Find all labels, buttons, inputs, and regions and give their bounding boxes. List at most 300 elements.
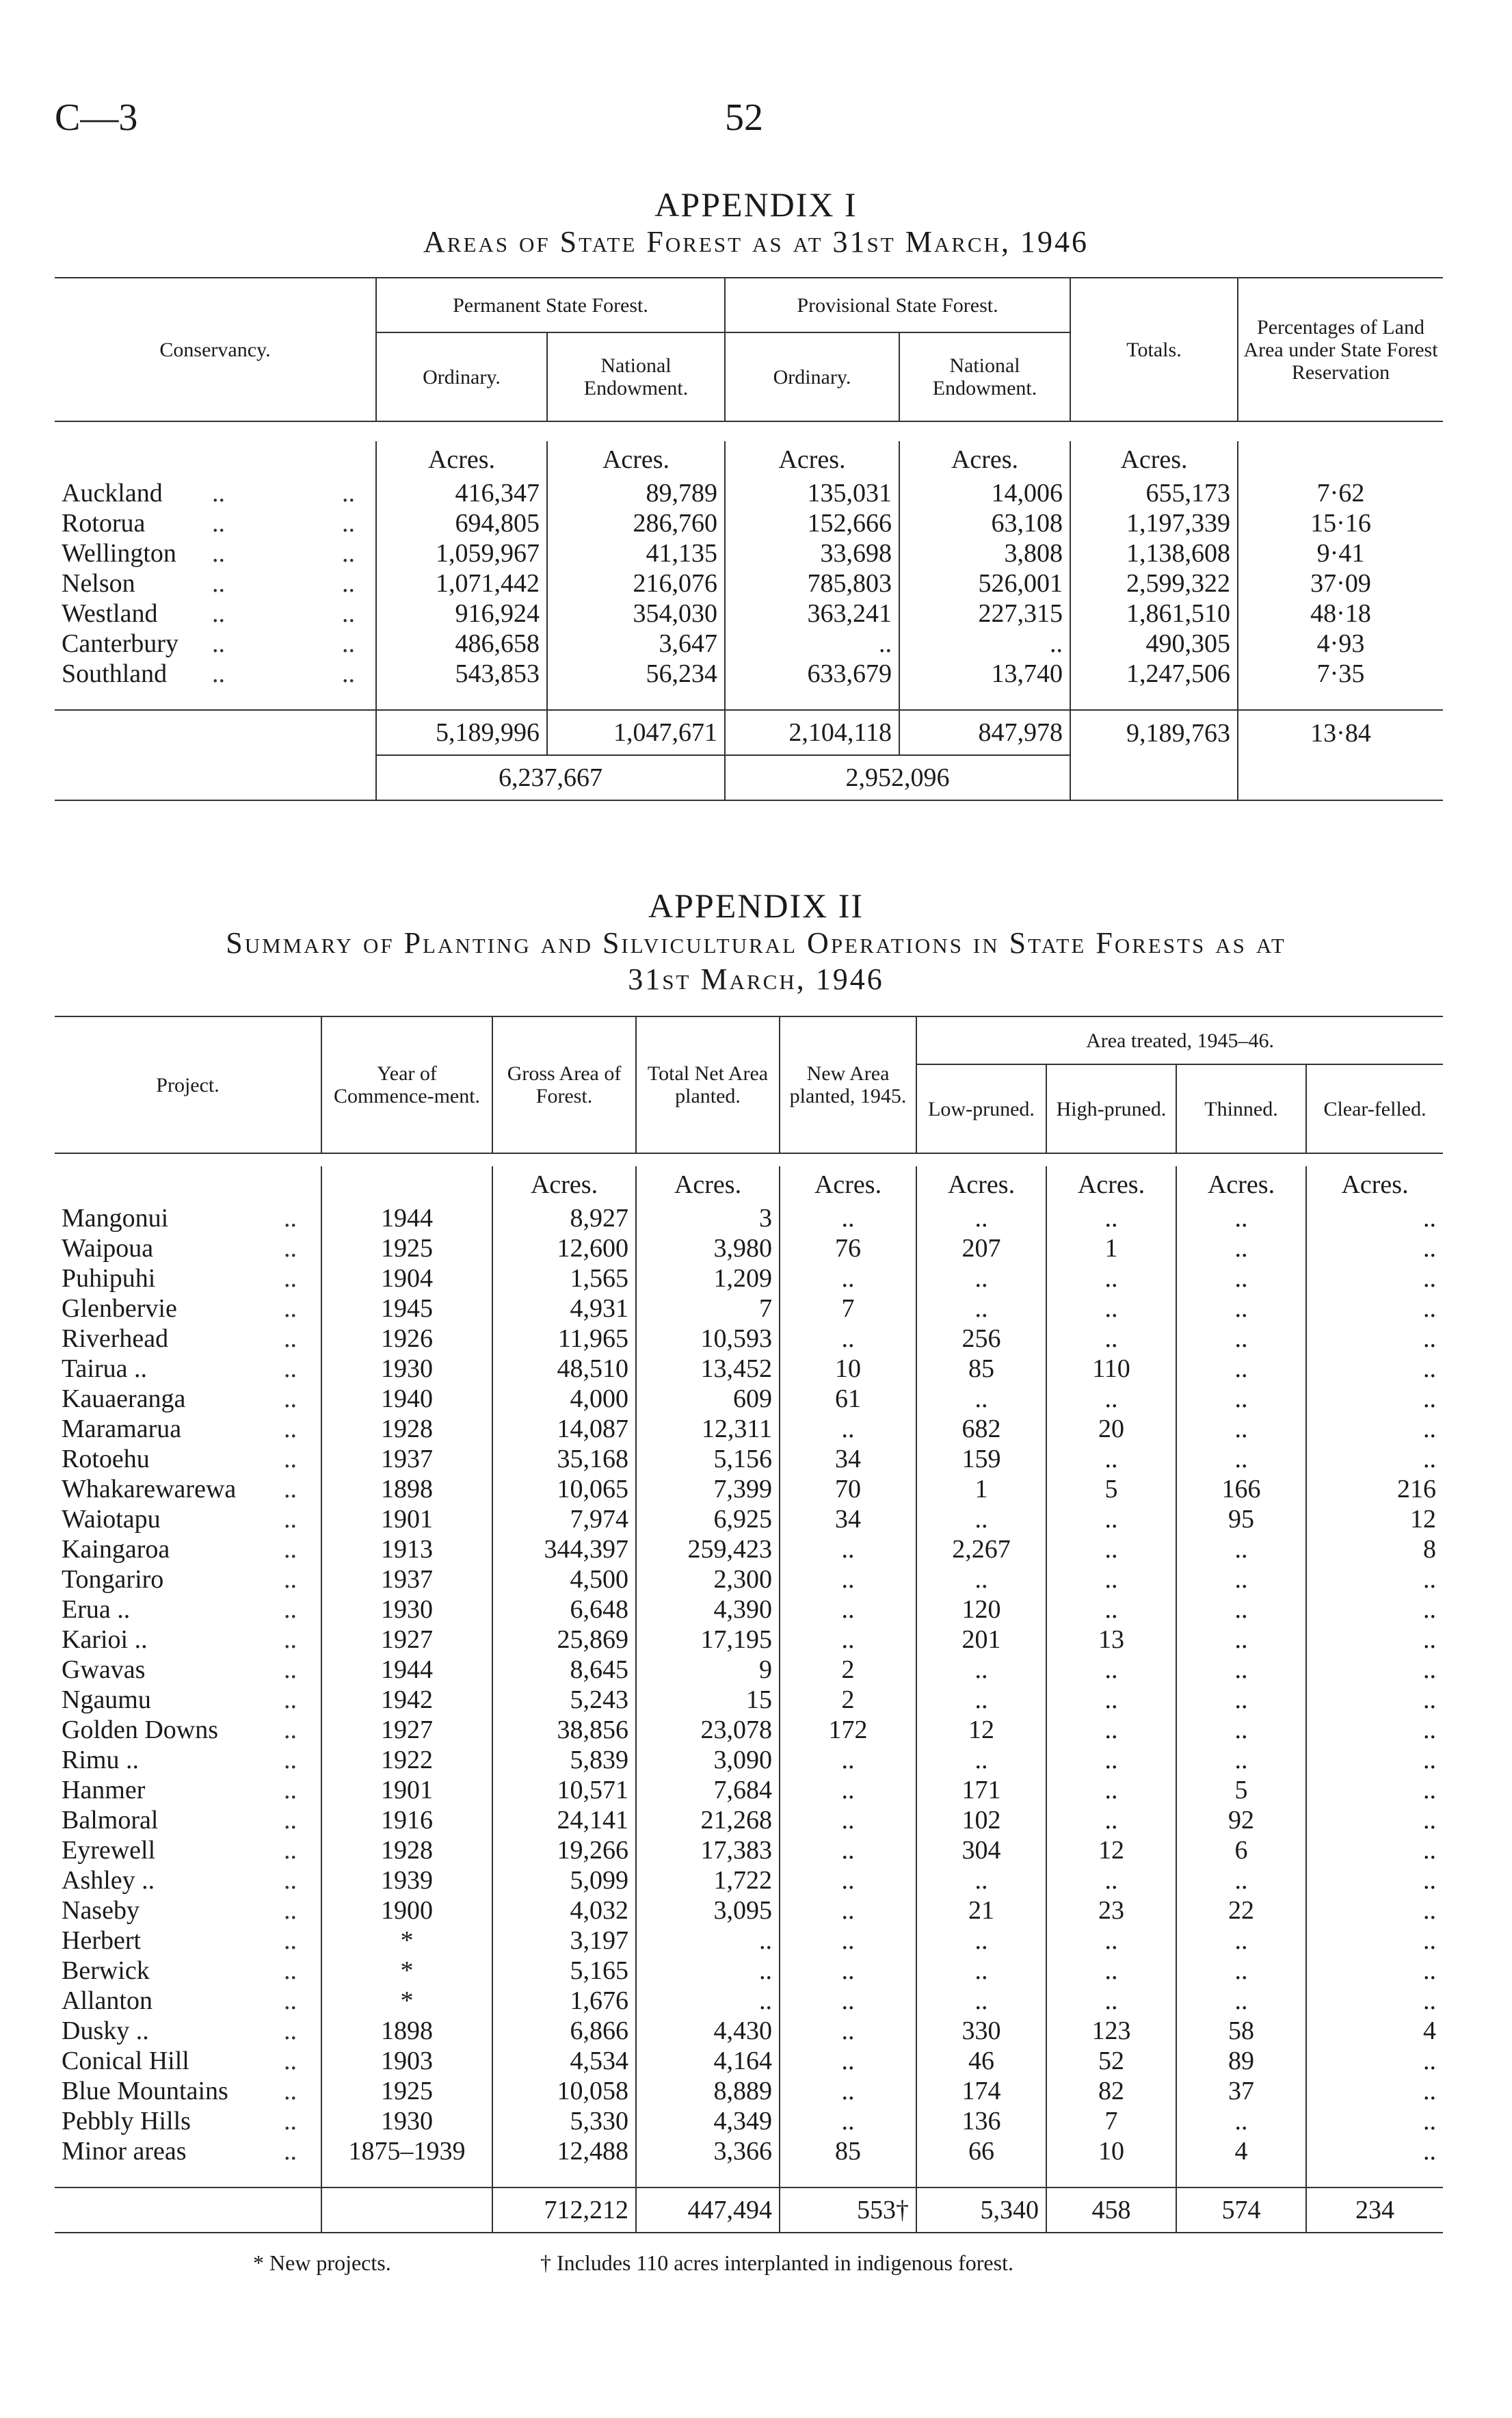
appendix1-title: APPENDIX I (654, 185, 858, 224)
value-cell: .. (780, 1926, 916, 1956)
project-row (55, 1384, 1443, 1414)
value-cell: 13,740 (899, 659, 1070, 689)
conservancy-row (55, 508, 1443, 538)
value-cell: 363,241 (725, 599, 899, 629)
conservancy-row (55, 629, 1443, 659)
project-name: Erua .. (62, 1595, 131, 1624)
value-cell: 166 (1176, 1474, 1306, 1504)
leader-dots: .. (284, 1384, 297, 1413)
value-cell: 286,760 (547, 508, 725, 538)
value-cell: 12 (916, 1715, 1046, 1745)
value-cell: 174 (916, 2076, 1046, 2106)
year-cell: 1926 (321, 1324, 492, 1354)
leader-dots: .. (284, 1655, 297, 1684)
appendix1-totals-row (55, 710, 1443, 755)
value-cell: 48,510 (492, 1354, 636, 1384)
project-name: Rimu .. (62, 1746, 139, 1774)
value-cell: .. (1176, 1865, 1306, 1895)
value-cell: 3 (636, 1203, 780, 1233)
unit-label: Acres. (916, 1166, 1046, 1203)
value-cell: .. (1046, 1324, 1176, 1354)
total-value: 712,212 (492, 2187, 636, 2233)
value-cell: 4,032 (492, 1895, 636, 1926)
gross-area-header: Gross Area of Forest. (492, 1016, 636, 1153)
leader-dots: .. (212, 479, 225, 508)
project-name: Minor areas (62, 2137, 187, 2166)
value-cell: .. (780, 1805, 916, 1835)
value-cell: .. (1306, 1986, 1443, 2016)
project-row (55, 1414, 1443, 1444)
project-row (55, 1233, 1443, 1263)
value-cell: 416,347 (376, 478, 547, 508)
appendix1-subtitle: Areas of State Forest as at 31st March, 1946 (423, 225, 1089, 259)
unit-label: Acres. (725, 441, 899, 478)
value-cell: 136 (916, 2106, 1046, 2136)
value-cell: 12 (1046, 1835, 1176, 1865)
value-cell: 21,268 (636, 1805, 780, 1835)
value-cell: .. (780, 1986, 916, 2016)
value-cell: .. (1306, 1203, 1443, 1233)
value-cell: .. (916, 1504, 1046, 1534)
value-cell: .. (1176, 1384, 1306, 1414)
project-name: Waipoua (62, 1234, 154, 1263)
value-cell: .. (916, 1263, 1046, 1293)
leader-dots: .. (284, 1535, 297, 1564)
value-cell: .. (1306, 1895, 1443, 1926)
value-cell: 13,452 (636, 1354, 780, 1384)
value-cell: 23 (1046, 1895, 1176, 1926)
project-name: Herbert (62, 1926, 142, 1955)
value-cell: .. (1306, 1293, 1443, 1324)
value-cell: 17,195 (636, 1625, 780, 1655)
value-cell: .. (1046, 1865, 1176, 1895)
leader-dots: .. (284, 1354, 297, 1383)
value-cell: 11,965 (492, 1324, 636, 1354)
value-cell: .. (1176, 1956, 1306, 1986)
year-cell: 1927 (321, 1715, 492, 1745)
permanent-combined-total: 6,237,667 (376, 755, 725, 800)
value-cell: 2 (780, 1685, 916, 1715)
value-cell: 102 (916, 1805, 1046, 1835)
value-cell: .. (916, 1203, 1046, 1233)
project-row (55, 1354, 1443, 1384)
unit-label: Acres. (376, 441, 547, 478)
project-row (55, 1293, 1443, 1324)
value-cell: .. (1176, 1685, 1306, 1715)
year-cell: * (321, 1986, 492, 2016)
value-cell: .. (916, 1956, 1046, 1986)
leader-dots: .. (284, 1595, 297, 1624)
project-name: Mangonui (62, 1204, 169, 1233)
value-cell: .. (1046, 1444, 1176, 1474)
value-cell: 490,305 (1070, 629, 1238, 659)
leader-dots: .. (284, 2016, 297, 2045)
page-number: 52 (725, 96, 763, 139)
total-value: 553† (780, 2187, 916, 2233)
year-cell: 1944 (321, 1655, 492, 1685)
leader-dots: .. (284, 2107, 297, 2136)
value-cell: 10,058 (492, 2076, 636, 2106)
value-cell: 3,647 (547, 629, 725, 659)
value-cell: .. (1306, 1655, 1443, 1685)
project-name: Rotoehu (62, 1445, 150, 1473)
total-value: 5,189,996 (376, 710, 547, 755)
leader-dots: .. (212, 659, 225, 688)
conservancy-name: Southland (62, 659, 168, 688)
project-name: Ngaumu (62, 1685, 151, 1714)
conservancy-cell (55, 629, 376, 659)
project-row (55, 1745, 1443, 1775)
project-name: Balmoral (62, 1806, 159, 1835)
year-cell: 1930 (321, 1594, 492, 1625)
value-cell: .. (916, 1384, 1046, 1414)
value-cell: 2,267 (916, 1534, 1046, 1564)
perm-national-header: National Endowment. (547, 332, 725, 421)
leader-dots: .. (342, 599, 355, 628)
value-cell: .. (1176, 1986, 1306, 2016)
project-row (55, 1534, 1443, 1564)
value-cell: .. (1176, 1444, 1306, 1474)
value-cell: .. (725, 629, 899, 659)
value-cell: 4·93 (1238, 629, 1443, 659)
project-row (55, 1263, 1443, 1293)
value-cell: .. (1046, 1805, 1176, 1835)
year-cell: 1930 (321, 2106, 492, 2136)
year-cell: 1939 (321, 1865, 492, 1895)
value-cell: .. (780, 1835, 916, 1865)
value-cell: 207 (916, 1233, 1046, 1263)
value-cell: 92 (1176, 1805, 1306, 1835)
value-cell: 20 (1046, 1414, 1176, 1444)
project-name: Blue Mountains (62, 2077, 228, 2105)
value-cell: 3,808 (899, 538, 1070, 568)
value-cell: .. (1306, 2076, 1443, 2106)
value-cell: 216 (1306, 1474, 1443, 1504)
value-cell: 227,315 (899, 599, 1070, 629)
conservancy-cell (55, 478, 376, 508)
leader-dots: .. (284, 1776, 297, 1804)
value-cell: .. (1176, 1594, 1306, 1625)
total-value: 13·84 (1238, 710, 1443, 755)
value-cell: 171 (916, 1775, 1046, 1805)
value-cell: 4,164 (636, 2046, 780, 2076)
value-cell: 10,593 (636, 1324, 780, 1354)
value-cell: .. (1306, 1233, 1443, 1263)
conservancy-row (55, 599, 1443, 629)
value-cell: .. (916, 1865, 1046, 1895)
value-cell: 1,861,510 (1070, 599, 1238, 629)
leader-dots: .. (342, 569, 355, 598)
value-cell: 123 (1046, 2016, 1176, 2046)
value-cell: 15 (636, 1685, 780, 1715)
value-cell: 682 (916, 1414, 1046, 1444)
value-cell: .. (1046, 1594, 1176, 1625)
project-name: Puhipuhi (62, 1264, 156, 1293)
value-cell: .. (1046, 1534, 1176, 1564)
value-cell: 6,648 (492, 1594, 636, 1625)
unit-label: Acres. (1306, 1166, 1443, 1203)
conservancy-row (55, 538, 1443, 568)
year-cell: 1942 (321, 1685, 492, 1715)
leader-dots: .. (284, 1806, 297, 1835)
value-cell: 6,925 (636, 1504, 780, 1534)
value-cell: 4 (1176, 2136, 1306, 2166)
value-cell: 4,000 (492, 1384, 636, 1414)
value-cell: .. (1176, 1564, 1306, 1594)
project-name: Waiotapu (62, 1505, 161, 1534)
value-cell: 216,076 (547, 568, 725, 599)
value-cell: .. (780, 2106, 916, 2136)
value-cell: 89,789 (547, 478, 725, 508)
year-cell: 1903 (321, 2046, 492, 2076)
leader-dots: .. (284, 1415, 297, 1443)
value-cell: 5,243 (492, 1685, 636, 1715)
leader-dots: .. (284, 1204, 297, 1233)
value-cell: .. (780, 1895, 916, 1926)
conservancy-cell (55, 659, 376, 689)
value-cell: .. (1306, 1926, 1443, 1956)
value-cell: .. (780, 1414, 916, 1444)
value-cell: 41,135 (547, 538, 725, 568)
value-cell: 56,234 (547, 659, 725, 689)
value-cell: 1 (916, 1474, 1046, 1504)
leader-dots: .. (342, 659, 355, 688)
project-row (55, 1926, 1443, 1956)
leader-dots: .. (342, 509, 355, 538)
project-name: Kauaeranga (62, 1384, 186, 1413)
value-cell: 37·09 (1238, 568, 1443, 599)
value-cell: 6,866 (492, 2016, 636, 2046)
conservancy-name: Wellington (62, 539, 176, 568)
year-cell: 1925 (321, 2076, 492, 2106)
perm-ordinary-header: Ordinary. (376, 332, 547, 421)
value-cell: 21 (916, 1895, 1046, 1926)
page-code: C—3 (55, 96, 138, 139)
leader-dots: .. (284, 1896, 297, 1925)
value-cell: 4 (1306, 2016, 1443, 2046)
value-cell: .. (780, 1956, 916, 1986)
value-cell: 8,889 (636, 2076, 780, 2106)
value-cell: 10 (780, 1354, 916, 1384)
conservancy-cell (55, 599, 376, 629)
year-cell: 1927 (321, 1625, 492, 1655)
value-cell: 76 (780, 1233, 916, 1263)
leader-dots: .. (284, 1264, 297, 1293)
value-cell: 633,679 (725, 659, 899, 689)
value-cell: .. (1306, 1594, 1443, 1625)
value-cell: .. (636, 1926, 780, 1956)
year-cell: 1944 (321, 1203, 492, 1233)
value-cell: 1,209 (636, 1263, 780, 1293)
project-name: Pebbly Hills (62, 2107, 191, 2136)
project-row (55, 1594, 1443, 1625)
value-cell: .. (780, 1775, 916, 1805)
value-cell: 10,571 (492, 1775, 636, 1805)
project-row (55, 1895, 1443, 1926)
project-name: Tongariro (62, 1565, 164, 1594)
value-cell: .. (1306, 1324, 1443, 1354)
value-cell: 5 (1176, 1775, 1306, 1805)
project-name: Kaingaroa (62, 1535, 170, 1564)
thinned-header: Thinned. (1176, 1064, 1306, 1153)
project-name: Riverhead (62, 1324, 169, 1353)
value-cell: .. (1046, 1504, 1176, 1534)
footnote-new-projects: * New projects. (253, 2250, 391, 2275)
leader-dots: .. (284, 1565, 297, 1594)
leader-dots: .. (284, 1926, 297, 1955)
value-cell: 5,099 (492, 1865, 636, 1895)
value-cell: .. (780, 1865, 916, 1895)
project-row (55, 1655, 1443, 1685)
value-cell: 9·41 (1238, 538, 1443, 568)
project-name: Berwick (62, 1956, 150, 1985)
value-cell: 24,141 (492, 1805, 636, 1835)
value-cell: 2 (780, 1655, 916, 1685)
leader-dots: .. (284, 1294, 297, 1323)
value-cell: 46 (916, 2046, 1046, 2076)
project-name: Karioi .. (62, 1625, 148, 1654)
year-cell: 1900 (321, 1895, 492, 1926)
project-row (55, 1865, 1443, 1895)
leader-dots: .. (284, 1324, 297, 1353)
value-cell: 19,266 (492, 1835, 636, 1865)
value-cell: .. (1306, 1384, 1443, 1414)
value-cell: .. (1176, 1203, 1306, 1233)
value-cell: 259,423 (636, 1534, 780, 1564)
net-area-header: Total Net Area planted. (636, 1016, 780, 1153)
value-cell: 12,600 (492, 1233, 636, 1263)
value-cell: 52 (1046, 2046, 1176, 2076)
value-cell: .. (1306, 1835, 1443, 1865)
unit-label: Acres. (1046, 1166, 1176, 1203)
appendix2-subtitle-line1: Summary of Planting and Silvicultural Operations in State Forests as at (226, 926, 1286, 960)
unit-label: Acres. (1176, 1166, 1306, 1203)
year-cell: 1898 (321, 2016, 492, 2046)
project-name: Ashley .. (62, 1866, 155, 1895)
value-cell: .. (636, 1956, 780, 1986)
units-row (55, 1166, 1443, 1203)
conservancy-name: Westland (62, 599, 158, 628)
conservancy-name: Rotorua (62, 509, 146, 538)
conservancy-header: Conservancy. (159, 338, 271, 361)
value-cell: 38,856 (492, 1715, 636, 1745)
total-value: 447,494 (636, 2187, 780, 2233)
value-cell: 2,599,322 (1070, 568, 1238, 599)
value-cell: 48·18 (1238, 599, 1443, 629)
leader-dots: .. (342, 479, 355, 508)
conservancy-row (55, 478, 1443, 508)
leader-dots: .. (284, 1986, 297, 2015)
value-cell: .. (1176, 1534, 1306, 1564)
value-cell: .. (1306, 2136, 1443, 2166)
value-cell: 3,197 (492, 1926, 636, 1956)
leader-dots: .. (284, 1716, 297, 1744)
leader-dots: .. (284, 1746, 297, 1774)
value-cell: .. (1046, 1203, 1176, 1233)
project-row (55, 1805, 1443, 1835)
value-cell: 4,430 (636, 2016, 780, 2046)
project-row (55, 1474, 1443, 1504)
value-cell: 66 (916, 2136, 1046, 2166)
value-cell: 256 (916, 1324, 1046, 1354)
value-cell: .. (1046, 1655, 1176, 1685)
value-cell: 354,030 (547, 599, 725, 629)
unit-label: Acres. (547, 441, 725, 478)
leader-dots: .. (284, 1445, 297, 1473)
project-row (55, 1685, 1443, 1715)
leader-dots: .. (284, 1836, 297, 1865)
total-value: 2,104,118 (725, 710, 899, 755)
value-cell: .. (1046, 1926, 1176, 1956)
value-cell: 22 (1176, 1895, 1306, 1926)
area-treated-header: Area treated, 1945–46. (916, 1016, 1443, 1064)
value-cell: 526,001 (899, 568, 1070, 599)
project-name: Allanton (62, 1986, 152, 2015)
value-cell: .. (780, 1745, 916, 1775)
permanent-header: Permanent State Forest. (376, 278, 725, 332)
appendix2-totals-row (55, 2187, 1443, 2233)
value-cell: .. (1176, 1926, 1306, 1956)
value-cell: 159 (916, 1444, 1046, 1474)
project-name: Maramarua (62, 1415, 182, 1443)
value-cell: .. (1176, 1745, 1306, 1775)
year-cell: 1898 (321, 1474, 492, 1504)
units-row (55, 441, 1443, 478)
unit-label: Acres. (899, 441, 1070, 478)
value-cell: .. (1046, 1775, 1176, 1805)
value-cell: .. (899, 629, 1070, 659)
value-cell: 7 (636, 1293, 780, 1324)
unit-label: Acres. (1070, 441, 1238, 478)
value-cell: .. (1306, 1685, 1443, 1715)
project-row (55, 1775, 1443, 1805)
value-cell: .. (1306, 1564, 1443, 1594)
value-cell: .. (1046, 1263, 1176, 1293)
clear-felled-header: Clear-felled. (1306, 1064, 1443, 1153)
year-cell: 1930 (321, 1354, 492, 1384)
project-header: Project. (156, 1073, 220, 1096)
value-cell: .. (1306, 1865, 1443, 1895)
value-cell: .. (916, 1564, 1046, 1594)
value-cell: 95 (1176, 1504, 1306, 1534)
provisional-header: Provisional State Forest. (725, 278, 1070, 332)
value-cell: 304 (916, 1835, 1046, 1865)
conservancy-cell (55, 538, 376, 568)
value-cell: 152,666 (725, 508, 899, 538)
value-cell: 4,500 (492, 1564, 636, 1594)
total-value: 458 (1046, 2187, 1176, 2233)
year-cell: * (321, 1956, 492, 1986)
value-cell: 23,078 (636, 1715, 780, 1745)
project-row (55, 1504, 1443, 1534)
project-name: Dusky .. (62, 2016, 149, 2045)
year-cell: 1875–1939 (321, 2136, 492, 2166)
leader-dots: .. (284, 1475, 297, 1503)
value-cell: 1,059,967 (376, 538, 547, 568)
value-cell: 4,390 (636, 1594, 780, 1625)
low-pruned-header: Low-pruned. (916, 1064, 1046, 1153)
project-name: Hanmer (62, 1776, 146, 1804)
value-cell: .. (1176, 1655, 1306, 1685)
total-value: 234 (1306, 2187, 1443, 2233)
value-cell: 9 (636, 1655, 780, 1685)
year-cell: 1945 (321, 1293, 492, 1324)
value-cell: .. (780, 1203, 916, 1233)
value-cell: .. (1306, 1625, 1443, 1655)
value-cell: 17,383 (636, 1835, 780, 1865)
value-cell: 1 (1046, 1233, 1176, 1263)
value-cell: .. (916, 1745, 1046, 1775)
